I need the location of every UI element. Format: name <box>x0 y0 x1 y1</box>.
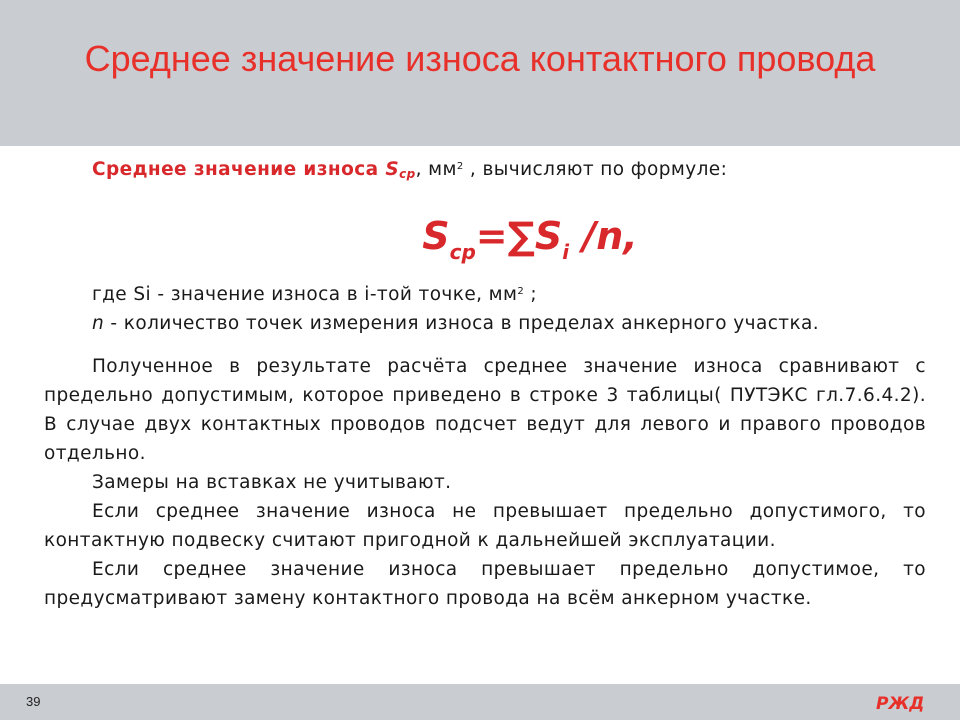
body-paragraph: Если среднее значение износа превышает предельно допустимое, то предусматривают замену контактного провода на всём анкерном участке. <box>44 559 926 609</box>
definition-si-text: где Si - значение износа в i-той точке, мм <box>92 284 518 305</box>
page-number: 39 <box>26 694 41 709</box>
title-divider <box>0 146 960 149</box>
intro-unit-sup: 2 <box>456 161 464 172</box>
intro-line <box>44 152 926 189</box>
intro-rest: , вычисляют по формуле: <box>463 159 728 180</box>
wear-formula <box>44 213 926 275</box>
body-paragraph: Если среднее значение износа не превышает предельно допустимого, то контактную подвеску считают пригодной к дальнейшей эксплуатации. <box>44 501 926 551</box>
formula-eq-sum: =∑S <box>475 214 563 258</box>
rzd-logo-icon <box>874 688 930 716</box>
definition-n-symbol: n <box>92 313 105 334</box>
formula-i-sub: i <box>562 240 570 264</box>
definition-n <box>44 309 926 338</box>
formula-lhs: S <box>422 214 450 258</box>
formula-tail: /n, <box>569 214 638 258</box>
body-paragraph: Замеры на вставках не учитывают. <box>92 472 452 493</box>
slide-body <box>44 150 926 613</box>
definition-si-sup: 2 <box>517 286 525 297</box>
definition-n-text: - количество точек измерения износа в пределах анкерного участка. <box>104 313 820 334</box>
intro-unit: , мм <box>415 159 457 180</box>
s-symbol: S <box>385 159 400 180</box>
footer-band <box>0 684 960 720</box>
body-paragraph: Полученное в результате расчёта среднее значение износа сравнивают с предельно допустимым, которое приведено в строке 3 таблицы( ПУТЭКС гл.7.6.4.2). В случае двух контактных проводов подсчет ведут для левого и правого проводов отдельно. <box>44 356 926 464</box>
s-subscript: ср <box>399 167 416 181</box>
paragraph-gap <box>44 338 926 352</box>
rzd-logo-text: РЖД <box>876 694 925 714</box>
slide-title: Среднее значение износа контактного провода <box>84 38 876 79</box>
formula-lhs-sub: ср <box>449 240 476 264</box>
intro-bold-lead: Среднее значение износа <box>92 159 386 180</box>
definition-si-end: ; <box>524 284 538 305</box>
definition-si <box>44 277 926 309</box>
